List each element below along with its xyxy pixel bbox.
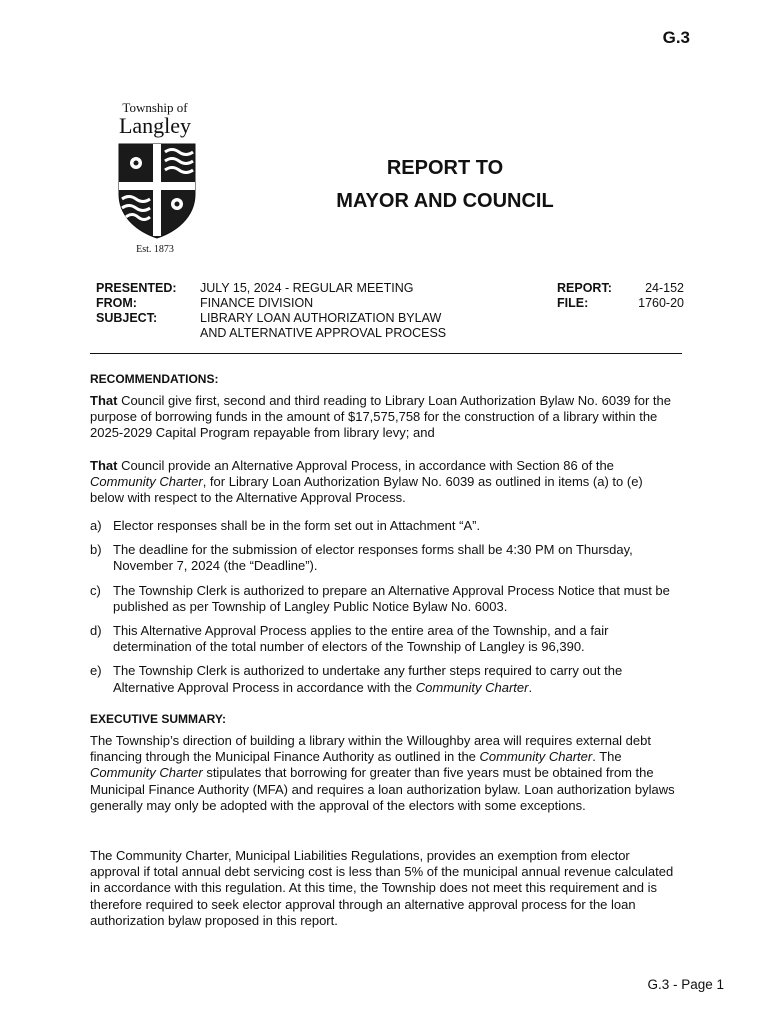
report-title [300,152,590,218]
es-p1-em1: Community Charter [479,749,593,765]
item-label: d) [90,623,102,639]
rec1-lead: That [90,393,118,408]
list-item [90,663,680,695]
file-label: FILE: [557,296,589,310]
subject-value-2: AND ALTERNATIVE APPROVAL PROCESS [200,326,447,340]
logo-line2: Langley [118,113,192,138]
item-label: b) [90,542,102,558]
from-label: FROM: [96,296,137,310]
item-em: Community Charter [415,679,529,695]
page-label-top: G.3 [662,28,690,47]
es-p1-b: . The [592,749,622,765]
item-tail: . [528,679,533,695]
rec2-text-a: Council provide an Alternative Approval Process, in accordance with Section 86 of the [117,458,614,473]
item-text: Elector responses shall be in the form set out in Attachment “A”. [113,518,481,533]
item-label: e) [90,663,102,679]
logo-line1: Township of [122,100,188,115]
logo-est: Est. 1873 [136,244,174,255]
recommendation-2 [90,458,680,507]
recommendation-list [90,518,680,696]
recommendation-1 [90,393,680,442]
item-label: a) [90,518,102,533]
item-label: c) [90,582,101,598]
es-p1-a: The Township’s direction of building a library within the Willoughby area will requires external debt financing through the Municipal Finance Authority as outlined in the [90,733,651,765]
header-labels [96,281,177,326]
executive-summary-p1 [90,733,680,814]
header-values [200,281,446,341]
recommendations-heading: RECOMMENDATIONS: [90,372,219,386]
list-item [90,542,680,574]
item-text: This Alternative Approval Process applies to the entire area of the Township, and a fair determination of the total number of electors of the Township of Langley is 96,390. [113,623,609,655]
subject-label: SUBJECT: [96,311,158,325]
list-item [90,518,680,534]
report-value: 24-152 [645,281,684,295]
from-value: FINANCE DIVISION [200,296,314,310]
presented-value: JULY 15, 2024 - REGULAR MEETING [200,281,414,295]
list-item [90,583,680,615]
list-item [90,623,680,655]
file-value: 1760-20 [638,296,684,310]
crest-icon [117,142,197,240]
rec1-text: Council give first, second and third reading to Library Loan Authorization Bylaw No. 6039 for the purpose of borrowing funds in the amount of $17,575,758 for the construction of a library within the 2025-2029 Capital Program repayable from library levy; and [90,393,671,441]
presented-label: PRESENTED: [96,281,177,295]
page-footer: G.3 - Page 1 [647,977,724,992]
township-logo [108,100,206,255]
header-divider [90,353,682,354]
item-text: The Township Clerk is authorized to prepare an Alternative Approval Process Notice that must be published as per Township of Langley Public Notice Bylaw No. 6003. [113,582,670,614]
subject-value-1: LIBRARY LOAN AUTHORIZATION BYLAW [200,311,442,325]
rec2-em: Community Charter [90,474,203,490]
title-line2: MAYOR AND COUNCIL [336,190,554,212]
report-file-values [620,281,684,311]
rec2-lead: That [90,458,118,473]
executive-summary-p2: The Community Charter, Municipal Liabilities Regulations, provides an exemption from elector approval if total annual debt servicing cost is less than 5% of the municipal annual revenue calculated in accordance with this regulation. At this time, the Township does not meet this requirement and is therefore required to seek elector approval through an alternative approval process for the loan authorization bylaw proposed in this report. [90,848,674,928]
executive-summary-heading: EXECUTIVE SUMMARY: [90,712,227,726]
rec2-text-b: , for Library Loan Authorization Bylaw No. 6039 as outlined in items (a) to (e) below with respect to the Alternative Approval Process. [90,474,643,506]
title-line1: REPORT TO [386,157,504,179]
es-p1-c: stipulates that borrowing for greater than five years must be obtained from the Municipal Finance Authority (MFA) and requires a loan authorization bylaw. Loan authorization bylaws generally may only be adopted with the approval of the electors with some exceptions. [90,765,675,813]
item-text: The deadline for the submission of elector responses forms shall be 4:30 PM on Thursday, November 7, 2024 (the “Deadline”). [113,542,633,574]
es-p1-em2: Community Charter [90,765,203,781]
item-text: The Township Clerk is authorized to undertake any further steps required to carry out the Alternative Approval Process in accordance with the [113,663,623,695]
report-label: REPORT: [557,281,612,295]
report-file-labels [557,281,612,311]
